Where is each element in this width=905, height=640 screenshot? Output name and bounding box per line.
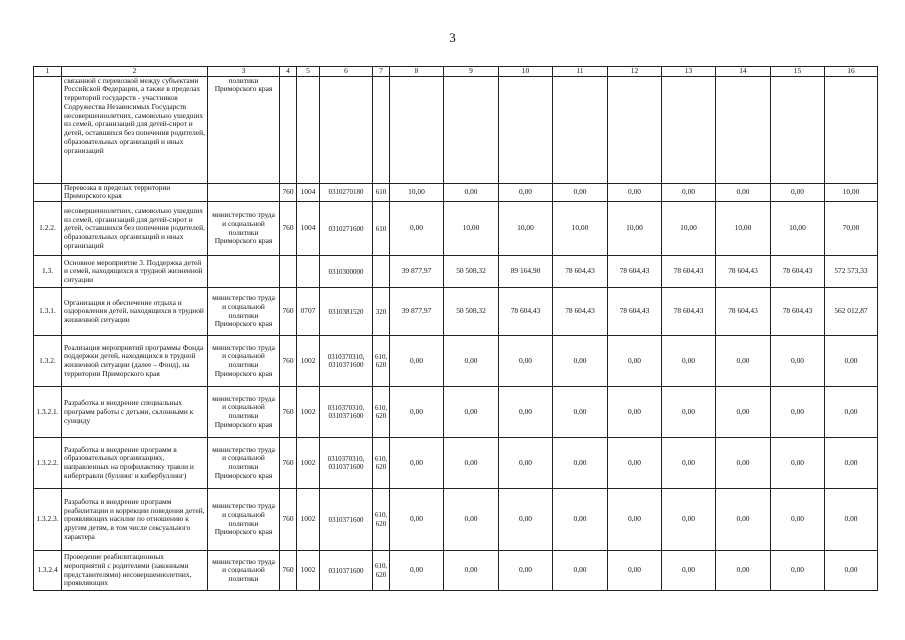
row-value: 78 604,43 [499,288,553,336]
row-code: 1.3.2.1. [34,387,62,438]
row-value: 0,00 [716,336,771,387]
row-value: 50 508,32 [444,288,499,336]
row-value: 0,00 [499,438,553,489]
row-value: 0,00 [608,489,662,551]
row-target-article: 0310370310, 0310371600 [320,336,373,387]
row-value: 0,00 [553,438,608,489]
row-expense-type: 610, 620 [373,336,390,387]
row-value: 10,00 [444,202,499,256]
row-value [608,76,662,183]
row-value: 10,00 [825,183,878,201]
row-code: 1.2.2. [34,202,62,256]
row-name: Основное мероприятие 3. Поддержка детей и семей, находящихся в трудной жизненной ситуации [62,256,208,288]
row-section [297,256,320,288]
column-header: 11 [553,67,608,77]
row-value: 10,00 [716,202,771,256]
row-code [34,76,62,183]
row-value: 0,00 [553,551,608,591]
row-grbs: 760 [280,183,297,201]
table-row [34,256,878,288]
row-value: 0,00 [444,551,499,591]
row-value: 0,00 [771,387,825,438]
table-row [34,551,878,591]
row-section: 1002 [297,336,320,387]
row-name: несовершеннолетних, самовольно ушедших из семей, организаций для детей-сирот и детей, оставшихся без попечения родителей, образовательных организаций и иных организаций [62,202,208,256]
row-value: 0,00 [771,551,825,591]
row-executor: министерство труда и социальной политики Приморского края [208,438,280,489]
row-value: 562 012,87 [825,288,878,336]
row-code: 1.3.2. [34,336,62,387]
row-value: 0,00 [825,387,878,438]
row-expense-type: 610, 620 [373,438,390,489]
table-row [34,202,878,256]
row-value: 0,00 [390,387,444,438]
row-value: 0,00 [825,438,878,489]
row-value: 0,00 [608,438,662,489]
row-value: 0,00 [390,489,444,551]
row-code: 1.3.2.3. [34,489,62,551]
column-header: 7 [373,67,390,77]
row-executor: министерство труда и социальной политики Приморского края [208,288,280,336]
row-name: Проведение реабилитационных мероприятий с родителями (законными представителями) несовершеннолетних, проявляющих [62,551,208,591]
row-grbs: 760 [280,387,297,438]
row-value: 39 877,97 [390,288,444,336]
row-value: 0,00 [444,438,499,489]
row-value: 0,00 [662,551,716,591]
row-value: 0,00 [608,551,662,591]
row-value: 0,00 [444,336,499,387]
row-value: 0,00 [825,336,878,387]
column-header: 9 [444,67,499,77]
row-value: 0,00 [444,387,499,438]
row-value: 10,00 [771,202,825,256]
row-value: 10,00 [390,183,444,201]
row-grbs: 760 [280,202,297,256]
row-expense-type [373,76,390,183]
row-value: 0,00 [716,387,771,438]
row-value: 0,00 [499,489,553,551]
row-value: 0,00 [390,551,444,591]
row-value: 0,00 [499,336,553,387]
row-expense-type: 610, 620 [373,387,390,438]
row-value: 78 604,43 [771,256,825,288]
column-header: 4 [280,67,297,77]
row-target-article: 0310270180 [320,183,373,201]
row-code: 1.3.1. [34,288,62,336]
row-expense-type [373,256,390,288]
row-value: 0,00 [444,489,499,551]
row-executor: министерство труда и социальной политики [208,551,280,591]
row-expense-type: 610, 620 [373,489,390,551]
row-target-article: 0310271600 [320,202,373,256]
row-value: 78 604,43 [553,288,608,336]
table-row [34,336,878,387]
column-header: 13 [662,67,716,77]
row-expense-type: 610 [373,183,390,201]
row-target-article: 0310300000 [320,256,373,288]
row-value: 0,00 [499,387,553,438]
row-executor: министерство труда и социальной политики Приморского края [208,489,280,551]
row-value: 0,00 [716,438,771,489]
row-value: 0,00 [553,489,608,551]
row-target-article [320,76,373,183]
row-section: 0707 [297,288,320,336]
row-section: 1004 [297,202,320,256]
row-name: связанной с перевозкой между субъектами Российской Федерации, а также в пределах территорий государств - участников Содружества Независимых Государств несовершеннолетних, самовольно ушедших из семей, организаций для детей-сирот и детей, оставшихся без попечения родителей, образовательных организаций и иных организаций [62,76,208,183]
row-value: 10,00 [662,202,716,256]
row-section: 1002 [297,438,320,489]
row-grbs: 760 [280,551,297,591]
table-row [34,76,878,183]
row-value [553,76,608,183]
column-header: 1 [34,67,62,77]
row-value: 0,00 [771,438,825,489]
row-target-article: 0310370310, 0310371600 [320,438,373,489]
row-name: Разработка и внедрение специальных программ работы с детьми, склонными к суициду [62,387,208,438]
row-section: 1004 [297,183,320,201]
row-grbs: 760 [280,288,297,336]
column-header: 15 [771,67,825,77]
row-value: 0,00 [553,336,608,387]
column-header: 16 [825,67,878,77]
column-number-row [34,67,878,77]
row-value: 0,00 [662,183,716,201]
row-value: 0,00 [499,551,553,591]
row-value: 572 573,33 [825,256,878,288]
row-value: 0,00 [716,489,771,551]
row-section: 1002 [297,489,320,551]
row-value: 0,00 [662,336,716,387]
row-section: 1002 [297,387,320,438]
column-header: 14 [716,67,771,77]
row-executor: министерство труда и социальной политики Приморского края [208,202,280,256]
row-expense-type: 610, 620 [373,551,390,591]
row-grbs [280,76,297,183]
row-code: 1.3. [34,256,62,288]
row-value: 0,00 [390,336,444,387]
row-target-article: 0310370310, 0310371600 [320,387,373,438]
row-value: 39 877,97 [390,256,444,288]
row-value: 0,00 [390,202,444,256]
row-target-article: 0310381520 [320,288,373,336]
budget-table [33,66,878,591]
row-section [297,76,320,183]
row-value: 78 604,43 [716,256,771,288]
row-value: 0,00 [825,489,878,551]
table-row [34,438,878,489]
row-value: 50 508,32 [444,256,499,288]
column-header: 12 [608,67,662,77]
column-header: 10 [499,67,553,77]
row-value: 78 604,43 [716,288,771,336]
row-value: 10,00 [553,202,608,256]
page-number: 3 [449,30,456,45]
row-name: Организация и обеспечение отдыха и оздоровления детей, находящихся в трудной жизненной ситуации [62,288,208,336]
row-section: 1002 [297,551,320,591]
row-value: 78 604,43 [608,288,662,336]
row-value [771,76,825,183]
table-row [34,489,878,551]
row-executor: министерство труда и социальной политики Приморского края [208,387,280,438]
row-value: 78 604,43 [662,288,716,336]
row-name: Перевозка в пределах территории Приморского края [62,183,208,201]
row-code: 1.3.2.2. [34,438,62,489]
row-name: Разработка и внедрение программ в образовательных организациях, направленных на профилактику травли и кибертравли (буллинг и кибербуллинг) [62,438,208,489]
row-value: 78 604,43 [608,256,662,288]
row-code: 1.3.2.4 [34,551,62,591]
row-executor [208,256,280,288]
row-value: 0,00 [553,183,608,201]
table-row [34,183,878,201]
row-value: 0,00 [608,336,662,387]
row-value: 0,00 [716,551,771,591]
row-value: 0,00 [662,438,716,489]
row-name: Разработка и внедрение программ реабилитации и коррекции поведения детей, проявляющих насилие по отношению к другим детям, в том числе сексуального характера [62,489,208,551]
row-value: 0,00 [716,183,771,201]
row-value: 0,00 [608,183,662,201]
row-value: 0,00 [553,387,608,438]
row-expense-type: 320 [373,288,390,336]
row-executor [208,183,280,201]
row-value: 10,00 [608,202,662,256]
row-grbs: 760 [280,336,297,387]
row-value [662,76,716,183]
row-value: 78 604,43 [771,288,825,336]
column-header: 3 [208,67,280,77]
row-value: 78 604,43 [662,256,716,288]
row-executor: министерство труда и социальной политики Приморского края [208,336,280,387]
row-value: 78 604,43 [553,256,608,288]
row-value: 10,00 [499,202,553,256]
row-value: 0,00 [499,183,553,201]
table-row [34,387,878,438]
row-value: 0,00 [771,336,825,387]
row-value: 0,00 [608,387,662,438]
row-value [499,76,553,183]
row-value: 0,00 [662,489,716,551]
row-grbs: 760 [280,489,297,551]
row-value: 0,00 [825,551,878,591]
row-name: Реализация мероприятий программы Фонда поддержки детей, находящихся в трудной жизненной ситуации (далее – Фонд), на территории Приморского края [62,336,208,387]
row-value: 0,00 [662,387,716,438]
row-value: 0,00 [390,438,444,489]
row-grbs: 760 [280,438,297,489]
row-value [825,76,878,183]
row-expense-type: 610 [373,202,390,256]
row-value [390,76,444,183]
row-target-article: 0310371600 [320,489,373,551]
row-grbs [280,256,297,288]
row-value: 0,00 [444,183,499,201]
row-value [716,76,771,183]
table-row [34,288,878,336]
column-header: 8 [390,67,444,77]
row-target-article: 0310371600 [320,551,373,591]
column-header: 6 [320,67,373,77]
row-value [444,76,499,183]
row-value: 0,00 [771,489,825,551]
column-header: 2 [62,67,208,77]
row-value: 70,00 [825,202,878,256]
column-header: 5 [297,67,320,77]
row-executor: политики Приморского края [208,76,280,183]
row-code [34,183,62,201]
row-value: 89 164,90 [499,256,553,288]
row-value: 0,00 [771,183,825,201]
